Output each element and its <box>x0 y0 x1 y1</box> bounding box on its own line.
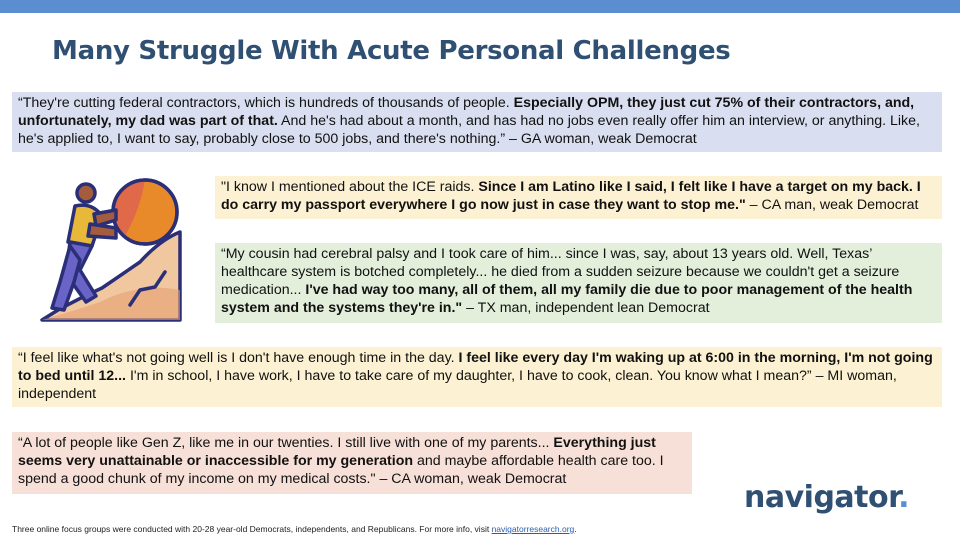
footer-end: . <box>574 524 577 534</box>
quote-attribution: and maybe affordable health care too. I spend a good chunk of my income on my medical costs." – CA woman, weak Democrat <box>18 453 664 487</box>
logo-dot: . <box>898 480 910 515</box>
quote-highlight: I've had way too many, all of them, all my family die due to poor management of the health system and the systems they're in." <box>221 282 913 316</box>
quote-text: “A lot of people like Gen Z, like me in our twenties. I still live with one of my parents... <box>18 435 554 451</box>
quote-box <box>12 92 942 152</box>
quote-attribution: – CA man, weak Democrat <box>745 197 919 213</box>
quote-text: "I know I mentioned about the ICE raids. <box>221 179 479 195</box>
quote-highlight: Especially OPM, they just cut 75% of their contractors, and, unfortunately, my dad was part of that. <box>18 95 915 129</box>
quote-box <box>12 347 942 407</box>
quote-box <box>12 432 692 494</box>
top-accent-bar <box>0 0 960 13</box>
footer-note <box>12 524 577 534</box>
quote-attribution: And he's had about a month, and has had no jobs even really offer him an interview, or anything. Like, he's applied to, I want to say, probably close to 500 jobs, and there's nothing.” – GA woman, weak Democrat <box>18 113 920 147</box>
quote-text: “I feel like what's not going well is I don't have enough time in the day. <box>18 350 459 366</box>
quote-text: “My cousin had cerebral palsy and I took care of him... since I was, say, about 13 years old. Well, Texas’ healthcare system is botched completely... he died from a sudden seizure because we couldn't get a seizure medication... <box>221 246 900 298</box>
quote-box <box>215 176 942 219</box>
person-pushing-boulder-uphill-icon <box>30 170 190 330</box>
slide-title: Many Struggle With Acute Personal Challenges <box>52 36 731 66</box>
footer-text: Three online focus groups were conducted with 20-28 year-old Democrats, independents, and Republicans. For more info, visit <box>12 524 492 534</box>
quote-highlight: Everything just seems very unattainable or inaccessible for my generation <box>18 435 656 469</box>
quote-text: “They're cutting federal contractors, which is hundreds of thousands of people. <box>18 95 514 111</box>
quote-highlight: I feel like every day I'm waking up at 6:00 in the morning, I'm not going to bed until 12... <box>18 350 933 384</box>
quote-attribution: – TX man, independent lean Democrat <box>462 300 710 316</box>
quote-box <box>215 243 942 323</box>
navigator-logo <box>744 480 909 515</box>
logo-text: navigator <box>744 480 899 515</box>
quote-highlight: Since I am Latino like I said, I felt like I have a target on my back. I do carry my passport everywhere I go now just in case they want to stop me." <box>221 179 921 213</box>
quote-attribution: I'm in school, I have work, I have to take care of my daughter, I have to cook, clean. You know what I mean?” – MI woman, independent <box>18 368 897 402</box>
footer-link[interactable]: navigatorresearch.org <box>491 524 575 534</box>
